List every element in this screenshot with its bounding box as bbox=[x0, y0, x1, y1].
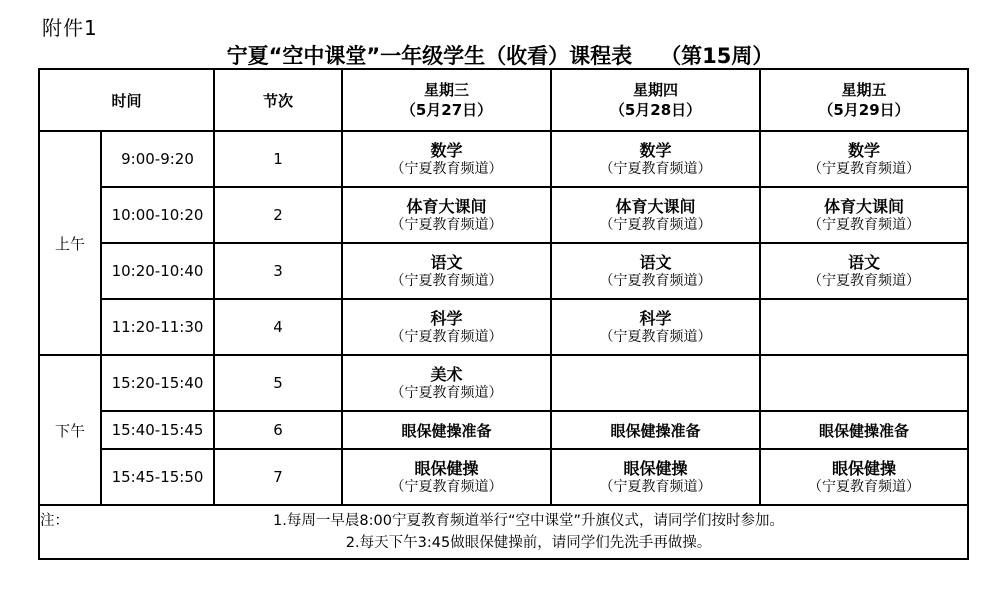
lesson-cell bbox=[760, 243, 968, 299]
attachment-label: 附件1 bbox=[42, 16, 98, 40]
channel: （宁夏教育频道） bbox=[599, 478, 712, 495]
lesson-cell bbox=[760, 131, 968, 187]
subject: 语文 bbox=[848, 252, 881, 272]
session-morning: 上午 bbox=[39, 131, 101, 355]
day-date: （5月28日） bbox=[609, 101, 702, 119]
notes bbox=[40, 510, 967, 554]
schedule-title: 宁夏“空中课堂”一年级学生（收看）课程表 bbox=[226, 44, 633, 68]
note-line: 1.每周一早晨8:00宁夏教育频道举行“空中课堂”升旗仪式，请同学们按时参加。 bbox=[273, 513, 784, 529]
day-name: 星期五 bbox=[841, 81, 887, 99]
table-row bbox=[39, 411, 968, 449]
lesson-cell bbox=[551, 131, 760, 187]
lesson-cell bbox=[342, 299, 551, 355]
channel: （宁夏教育频道） bbox=[808, 478, 921, 495]
time-cell: 15:20-15:40 bbox=[101, 355, 214, 411]
subject: 眼保健操 bbox=[832, 458, 897, 478]
subject: 体育大课间 bbox=[406, 196, 487, 216]
subject: 眼保健操 bbox=[623, 458, 688, 478]
time-cell: 10:20-10:40 bbox=[101, 243, 214, 299]
channel: （宁夏教育频道） bbox=[390, 160, 503, 177]
period-cell: 1 bbox=[214, 131, 342, 187]
subject: 数学 bbox=[848, 140, 881, 160]
time-cell: 15:45-15:50 bbox=[101, 449, 214, 505]
header-row bbox=[39, 69, 968, 131]
lesson-cell bbox=[551, 299, 760, 355]
day-name: 星期四 bbox=[633, 81, 679, 99]
subject: 美术 bbox=[430, 364, 463, 384]
day-date: （5月27日） bbox=[400, 101, 493, 119]
time-cell: 10:00-10:20 bbox=[101, 187, 214, 243]
lesson-cell bbox=[551, 187, 760, 243]
channel: （宁夏教育频道） bbox=[390, 272, 503, 289]
week-label: （第15周） bbox=[660, 44, 774, 68]
period-cell: 5 bbox=[214, 355, 342, 411]
lesson-cell: 眼保健操准备 bbox=[551, 411, 760, 449]
time-header: 时间 bbox=[39, 69, 214, 131]
lesson-cell bbox=[342, 131, 551, 187]
schedule-table bbox=[38, 68, 969, 560]
period-cell: 3 bbox=[214, 243, 342, 299]
subject: 语文 bbox=[430, 252, 463, 272]
table-row bbox=[39, 299, 968, 355]
lesson-cell-empty bbox=[760, 299, 968, 355]
subject: 眼保健操 bbox=[414, 458, 479, 478]
channel: （宁夏教育频道） bbox=[599, 272, 712, 289]
channel: （宁夏教育频道） bbox=[808, 160, 921, 177]
table-row bbox=[39, 243, 968, 299]
time-cell: 15:40-15:45 bbox=[101, 411, 214, 449]
lesson-cell bbox=[342, 449, 551, 505]
subject: 数学 bbox=[430, 140, 463, 160]
table-row bbox=[39, 131, 968, 187]
day-name: 星期三 bbox=[424, 81, 470, 99]
channel: （宁夏教育频道） bbox=[390, 384, 503, 401]
channel: （宁夏教育频道） bbox=[599, 328, 712, 345]
channel: （宁夏教育频道） bbox=[808, 216, 921, 233]
table-row bbox=[39, 355, 968, 411]
lesson-cell: 眼保健操准备 bbox=[760, 411, 968, 449]
subject: 体育大课间 bbox=[824, 196, 905, 216]
page-title bbox=[0, 40, 1000, 70]
period-cell: 7 bbox=[214, 449, 342, 505]
lesson-cell bbox=[760, 187, 968, 243]
subject: 语文 bbox=[639, 252, 672, 272]
lesson-cell: 眼保健操准备 bbox=[342, 411, 551, 449]
channel: （宁夏教育频道） bbox=[808, 272, 921, 289]
table-row bbox=[39, 449, 968, 505]
time-cell: 11:20-11:30 bbox=[101, 299, 214, 355]
session-afternoon: 下午 bbox=[39, 355, 101, 505]
notes-label: 注： bbox=[40, 513, 69, 529]
period-cell: 4 bbox=[214, 299, 342, 355]
lesson-cell bbox=[342, 187, 551, 243]
subject: 科学 bbox=[639, 308, 672, 328]
lesson-cell bbox=[551, 449, 760, 505]
period-cell: 6 bbox=[214, 411, 342, 449]
channel: （宁夏教育频道） bbox=[390, 328, 503, 345]
lesson-cell bbox=[551, 243, 760, 299]
lesson-cell bbox=[760, 449, 968, 505]
note-line: 2.每天下午3:45做眼保健操前，请同学们先洗手再做操。 bbox=[345, 535, 712, 551]
period-header: 节次 bbox=[214, 69, 342, 131]
day-header-fri bbox=[760, 69, 968, 131]
channel: （宁夏教育频道） bbox=[390, 216, 503, 233]
subject: 科学 bbox=[430, 308, 463, 328]
channel: （宁夏教育频道） bbox=[390, 478, 503, 495]
lesson-cell-empty bbox=[551, 355, 760, 411]
subject: 数学 bbox=[639, 140, 672, 160]
table-row bbox=[39, 187, 968, 243]
day-date: （5月29日） bbox=[818, 101, 910, 119]
lesson-cell bbox=[342, 243, 551, 299]
day-header-wed bbox=[342, 69, 551, 131]
day-header-thu bbox=[551, 69, 760, 131]
lesson-cell bbox=[342, 355, 551, 411]
channel: （宁夏教育频道） bbox=[599, 160, 712, 177]
subject: 体育大课间 bbox=[615, 196, 696, 216]
lesson-cell-empty bbox=[760, 355, 968, 411]
notes-lines bbox=[90, 510, 967, 554]
notes-row bbox=[39, 505, 968, 559]
time-cell: 9:00-9:20 bbox=[101, 131, 214, 187]
period-cell: 2 bbox=[214, 187, 342, 243]
notes-cell bbox=[39, 505, 968, 559]
channel: （宁夏教育频道） bbox=[599, 216, 712, 233]
